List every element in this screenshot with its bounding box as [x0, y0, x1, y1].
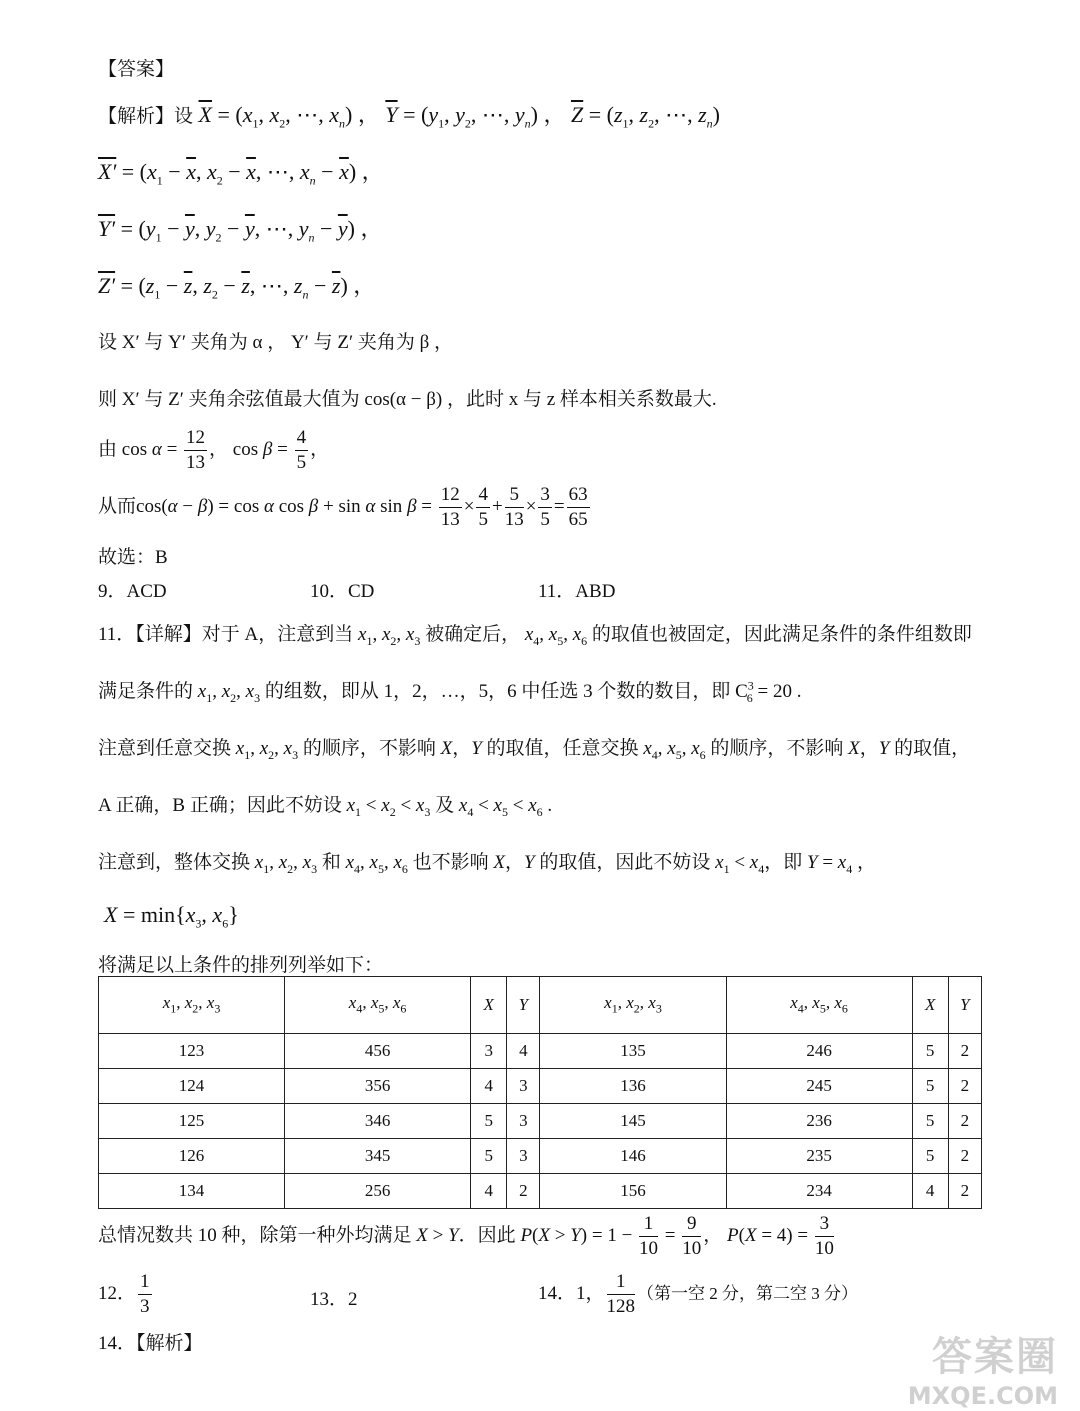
col-y-b: Y — [948, 977, 981, 1034]
col-x123-b: $x_1$, $x_2$, $x_3$ — [540, 977, 726, 1034]
answer-14: 14．1， $\frac{1}{128}$ （第一空 2 分，第二空 3 分） — [538, 1271, 859, 1317]
section-14-jiexi: 14．【解析】 — [98, 1333, 203, 1354]
detail-paragraph-4: A 正确，B 正确；因此不妨设 $x_1 < x_2 < x_3$ 及 $x_4 < x_5 < x_6$ . — [98, 795, 553, 819]
enumeration-intro: 将满足以上条件的排列列举如下： — [98, 955, 384, 976]
watermark-logo: 答案圈 — [932, 1334, 1058, 1380]
max-cos-statement: 则 X′ 与 Z′ 夹角余弦值最大值为 cos(α − β) ，此时 x 与 z 样本相关系数最大. — [98, 389, 717, 410]
summary-line: 总情况数共 10 种，除第一种外均满足 X > Y．因此 P(X > Y) = 1 − $\frac{1}{10}$ = $\frac{9}{10}$ ， P(X = 4) = $\frac{3}{10}$ — [98, 1213, 834, 1259]
watermark-site: MXQE.COM — [907, 1382, 1058, 1410]
answer-13: 13．2 — [310, 1289, 358, 1310]
cos-difference-formula: 从而cos(α − β) = cos α cos β + sin α sin β = $\frac{12}{13}$ × $\frac{4}{5}$ + $\frac{5}{13}$ × $\frac{3}{5}$ = $\frac{63}{65}$ — [98, 484, 588, 530]
permutation-table — [98, 976, 982, 1209]
x-min-formula: $X = \min\{x_3$, $x_6$} — [104, 902, 239, 931]
answer-heading: 【答案】 — [98, 59, 175, 80]
table-row: 126 345 5 3 146 235 5 2 — [99, 1139, 982, 1174]
centered-y-vector: $Y' = (y_1 - \overline{y}$, $y_2 - \overline{y}$, ⋯, $y_n - \overline{y}$) ， — [98, 216, 383, 245]
col-x-a: X — [471, 977, 507, 1034]
table-header-row — [99, 977, 982, 1034]
detail-paragraph-3: 注意到任意交换 $x_1$, $x_2$, $x_3$ 的顺序，不影响 X，Y 的取值，任意交换 $x_4$, $x_5$, $x_6$ 的顺序，不影响 X，Y 的取值， — [98, 738, 971, 762]
detail-paragraph-1: 11．【详解】对于 A，注意到当 $x_1$, $x_2$, $x_3$ 被确定后， $x_4$, $x_5$, $x_6$ 的取值也被固定，因此满足条件的条件组数即 — [98, 624, 972, 648]
answer-12: 12． $\frac{1}{3}$ — [98, 1271, 150, 1317]
table-row: 125 346 5 3 145 236 5 2 — [99, 1104, 982, 1139]
answer-10: 10．CD — [310, 581, 375, 602]
table-row: 134 256 4 2 156 234 4 2 — [99, 1174, 982, 1209]
detail-paragraph-2: 满足条件的 $x_1$, $x_2$, $x_3$ 的组数，即从 1，2，…，5，6 中任选 3 个数的数目，即 $C^3_6 = 20$ . — [98, 678, 802, 705]
table-row: 124 356 4 3 136 245 5 2 — [99, 1069, 982, 1104]
col-x-b: X — [912, 977, 948, 1034]
choice-b: 故选：B — [98, 547, 168, 568]
angle-definition: 设 X′ 与 Y′ 夹角为 α ， Y′ 与 Z′ 夹角为 β ， — [98, 332, 454, 353]
col-x456-a: $x_4$, $x_5$, $x_6$ — [285, 977, 471, 1034]
col-y-a: Y — [507, 977, 540, 1034]
centered-x-vector: $X' = (x_1 - \overline{x}$, $x_2 - \overline{x}$, ⋯, $x_n - \overline{x}$) ， — [98, 159, 384, 188]
answer-9: 9．ACD — [98, 581, 167, 602]
given-cosines: 由 cos α = $\frac{12}{13}$ ， cos β = $\frac{4}{5}$ ， — [98, 427, 330, 473]
table-row: 123 456 3 4 135 246 5 2 — [99, 1034, 982, 1069]
watermark — [888, 1325, 1058, 1410]
col-x456-b: $x_4$, $x_5$, $x_6$ — [726, 977, 912, 1034]
answer-11: 11．ABD — [538, 581, 616, 602]
centered-z-vector: $Z' = (z_1 - \overline{z}$, $z_2 - \overline{z}$, ⋯, $z_n - \overline{z}$) ， — [98, 273, 376, 302]
vector-definitions: 【解析】设 $\overline{X} = (x_1$, $x_2$, ⋯, $x_n$) ， $\overline{Y} = (y_1$, $y_2$, ⋯, $y_n$) ， $\overline{Z} = (z_1$, $z_2$, ⋯, $z_n$) — [98, 102, 720, 131]
detail-paragraph-5: 注意到，整体交换 $x_1$, $x_2$, $x_3$ 和 $x_4$, $x_5$, $x_6$ 也不影响 X，Y 的取值，因此不妨设 $x_1 < x_4$，即 $Y = x_4$ ， — [98, 852, 876, 876]
col-x123-a: $x_1$, $x_2$, $x_3$ — [99, 977, 285, 1034]
